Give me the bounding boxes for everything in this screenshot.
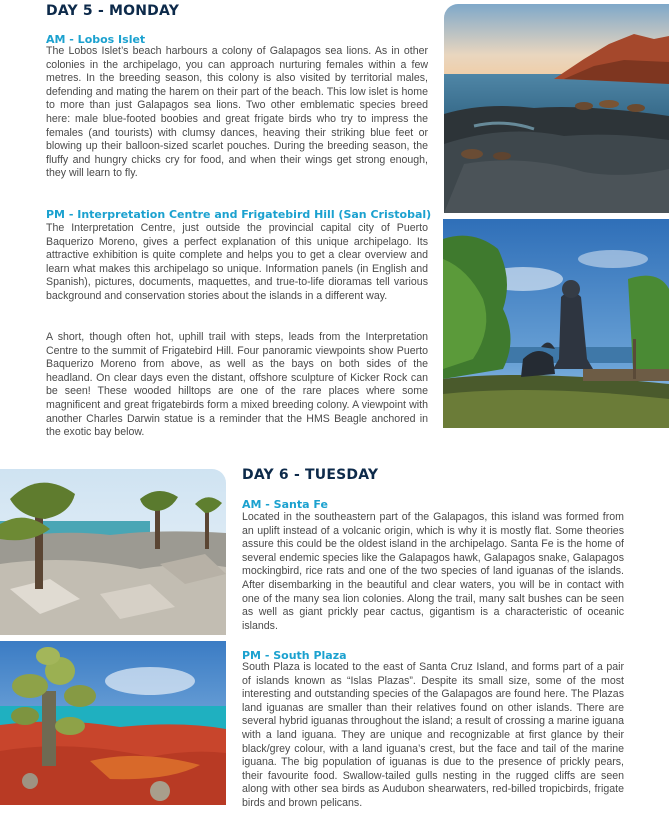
sea-lions-photo [444, 4, 669, 213]
day6-title: DAY 6 - TUESDAY [242, 467, 379, 483]
day6-am-text: Located in the southeastern part of the Galapagos, this island was formed from an uplift instead of a volcanic origin, which is why it is mostly flat. Some theories assure this could be the oldest island in the archipelago. Santa Fe is the home of several endemic species like the Galapagos hawk, Galapagos snake, Galapagos mockingbird, rice rats and one of the two species of land iguanas of the islands. After disembarking in the beautiful and clear waters, you will be in contact with one of the many sea lion colonies. Along the trail, many salt bushes can be seen as well as giant prickly pear cactus, gigantism is a characteristic of oceanic islands. [242, 511, 624, 632]
day6-am-heading: AM - Santa Fe [242, 498, 328, 511]
santa-fe-photo [0, 469, 226, 635]
day5-pm-text1: The Interpretation Centre, just outside the provincial capital city of Puerto Baquerizo Moreno, gives a perfect explanation of this unique archipelago. Its attractive exhibition is quite complete and helps you to get a clear overview and learn what makes this archipelago so unique. Information panels (in English and Spanish), pictures, documents, maquettes, and true-to-life dioramas tell various background and conservation stories about the islands in a different way. [46, 222, 428, 302]
day5-am-text: The Lobos Islet’s beach harbours a colony of Galapagos sea lions. As in other colonies in the archipelago, you can approach nurturing females within a few metres. In the breeding season, this colony is also visited by territorial males, defending and mating the harem on their part of the beach. This low islet is home to more than just Galapagos sea lions. Two other emblematic species breed here: male blue-footed boobies and great frigate birds who try to impress the females (and tourists) with clumsy dances, heaving their striking blue feet or blowing up their balloon-sized scarlet pouches. During the breeding season, the fluffy and hungry chicks cry for food, and when their wings get strong enough, they will learn to fly. [46, 45, 428, 180]
south-plaza-photo [0, 641, 226, 805]
day5-title: DAY 5 - MONDAY [46, 3, 180, 19]
day5-pm-heading: PM - Interpretation Centre and Frigatebird Hill (San Cristobal) [46, 208, 432, 221]
day5-pm-text2: A short, though often hot, uphill trail with steps, leads from the Interpretation Centre to the summit of Frigatebird Hill. Four panoramic viewpoints show Puerto Baquerizo Moreno from above, as well as the bays on both sides of the headland. On clear days even the distant, offshore sculpture of Kicker Rock can be seen! These wooded hilltops are one of the rare places where some magnificent and great frigatebirds form a mixed breeding colony. A viewpoint with another Charles Darwin statue is a reminder that the HMS Beagle anchored in the exotic bay below. [46, 331, 428, 439]
day6-pm-heading: PM - South Plaza [242, 649, 347, 662]
day5-am-heading: AM - Lobos Islet [46, 33, 146, 46]
darwin-statue-photo [443, 219, 669, 428]
day6-pm-text: South Plaza is located to the east of Santa Cruz Island, and forms part of a pair of islands known as “Islas Plazas”. Despite its small size, some of the most interesting and outstanding species of the Galapagos are found here. The Plazas land iguanas are smaller than their relatives found on other islands. There are several hybrid iguanas throughout the island; a result of crossing a marine iguana with a land iguana. They are unique and recognizable at first glance by their black/grey colour, with a land iguana’s crest, but the face and tail of the marine iguana. The big population of iguanas is due to the presence of prickly pears, their favourite food. Swallow-tailed gulls nesting in the rugged cliffs are seen along with other sea birds as Audubon shearwaters, red-billed tropicbirds, frigate birds and brown pelicans. [242, 661, 624, 809]
